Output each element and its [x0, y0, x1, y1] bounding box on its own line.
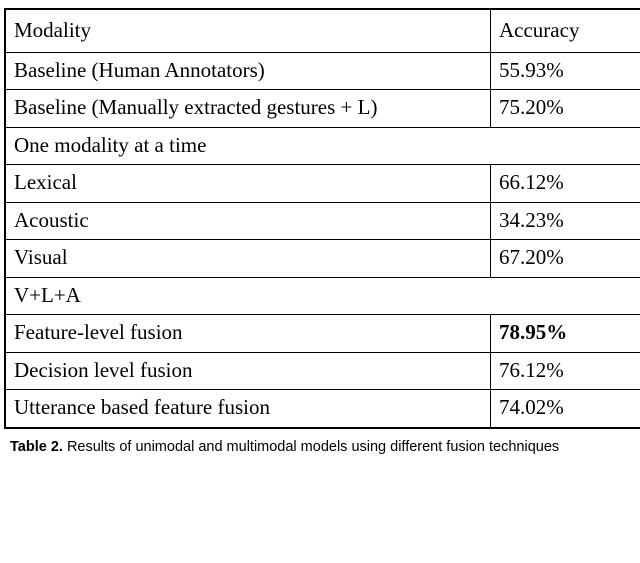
caption-text: Results of unimodal and multimodal models using different fusion techniques — [66, 438, 560, 455]
table-section-row — [5, 277, 640, 315]
row-label: Utterance based feature fusion — [5, 390, 491, 428]
section-label: V+L+A — [5, 277, 640, 315]
column-header-modality: Modality — [5, 9, 491, 52]
table-row — [5, 202, 640, 240]
table-row — [5, 390, 640, 428]
table-row — [5, 52, 640, 90]
table-row — [5, 352, 640, 390]
section-label: One modality at a time — [5, 127, 640, 165]
caption-label: Table 2. — [10, 438, 63, 455]
row-value: 75.20% — [491, 90, 640, 128]
row-label: Baseline (Manually extracted gestures + L) — [5, 90, 491, 128]
table-caption — [10, 439, 630, 457]
row-value: 76.12% — [491, 352, 640, 390]
row-label: Feature-level fusion — [5, 315, 491, 353]
table-row — [5, 90, 640, 128]
table-row — [5, 240, 640, 278]
row-label: Acoustic — [5, 202, 491, 240]
row-value: 34.23% — [491, 202, 640, 240]
table-header-row — [5, 9, 640, 52]
row-value: 67.20% — [491, 240, 640, 278]
column-header-accuracy: Accuracy — [491, 9, 640, 52]
row-value: 74.02% — [491, 390, 640, 428]
row-value: 66.12% — [491, 165, 640, 203]
table-row — [5, 165, 640, 203]
row-value-highlighted: 78.95% — [491, 315, 640, 353]
row-value: 55.93% — [491, 52, 640, 90]
row-label: Decision level fusion — [5, 352, 491, 390]
results-table-body — [5, 9, 640, 428]
row-label: Baseline (Human Annotators) — [5, 52, 491, 90]
table-row — [5, 315, 640, 353]
row-label: Lexical — [5, 165, 491, 203]
table-section-row — [5, 127, 640, 165]
results-table — [4, 8, 640, 429]
row-label: Visual — [5, 240, 491, 278]
